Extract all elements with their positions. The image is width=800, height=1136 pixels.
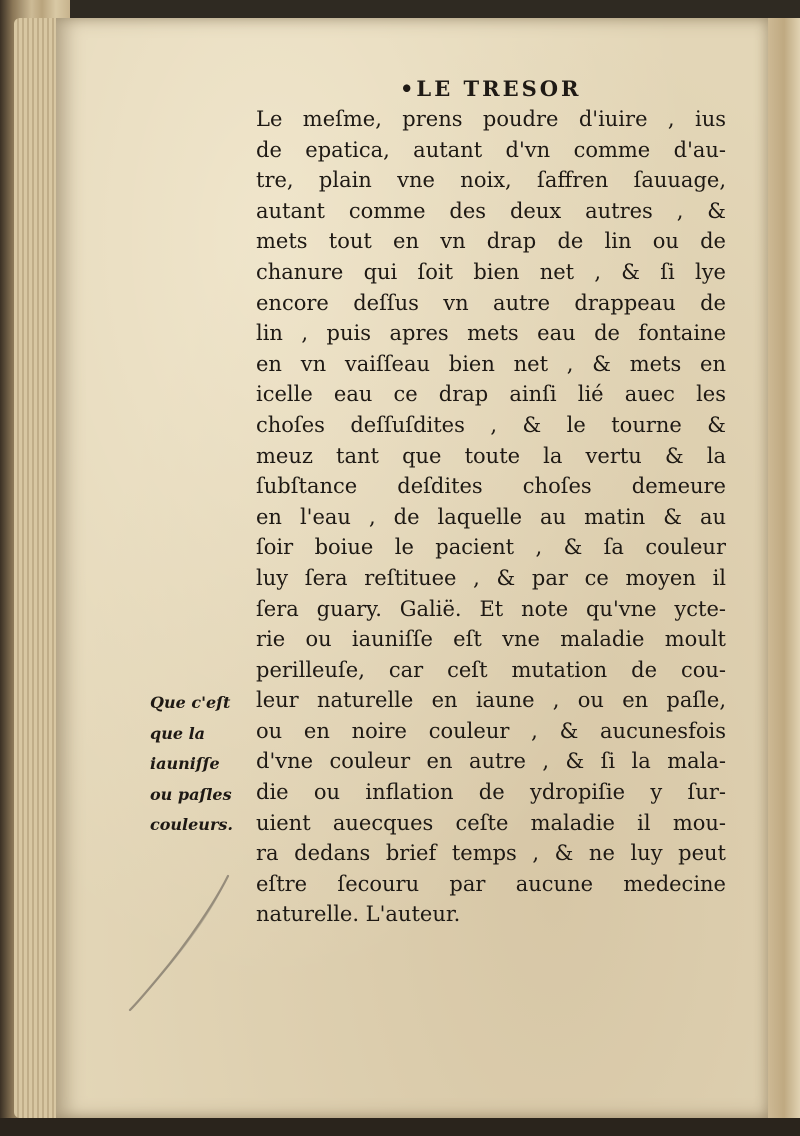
text-line: ſoir boiue le pacient , & ſa couleur (256, 535, 726, 560)
text-line: mets tout en vn drap de lin ou de (256, 229, 726, 254)
text-line: eſtre ſecouru par aucune medecine (256, 871, 726, 896)
text-line: luy ſera reſtituee , & par ce moyen il (256, 565, 726, 590)
text-line: autant comme des deux autres , & (256, 198, 726, 223)
text-line: ſera guary. Galië. Et note qu'vne ycte- (256, 596, 726, 621)
text-line: die ou inflation de ydropiſie y ſur- (256, 780, 726, 805)
text-line: icelle eau ce drap ainſi lié auec les (256, 382, 726, 407)
pencil-mark (120, 870, 240, 1020)
margin-note (150, 688, 254, 841)
text-line: Le meſme, prens poudre d'iuire , ius (256, 107, 726, 131)
text-line: ou en noire couleur , & aucunesfois (256, 718, 726, 743)
text-line: meuz tant que toute la vertu & la (256, 443, 726, 468)
text-line: ra dedans brief temps , & ne luy peut (256, 841, 726, 866)
text-line: chanure qui ſoit bien net , & ſi lye (256, 259, 726, 284)
bottom-shadow (0, 1118, 800, 1136)
running-head: •LE TRESOR (400, 76, 582, 101)
text-line: naturelle. L'auteur. (256, 902, 461, 927)
facing-page-edge (768, 18, 800, 1118)
text-line: en vn vaiſſeau bien net , & mets en (256, 351, 726, 376)
text-line: encore deſſus vn autre drappeau de (256, 290, 726, 315)
text-line: de epatica, autant d'vn comme d'au- (256, 137, 726, 162)
margin-note-line: ou paſles (150, 784, 232, 804)
text-line: rie ou iauniſſe eſt vne maladie moult (256, 627, 726, 652)
margin-note-line: iauniſſe (150, 754, 220, 774)
text-line: leur naturelle en iaune , ou en paſle, (256, 688, 726, 713)
text-line: ſubſtance deſdites choſes demeure (256, 474, 726, 499)
text-line: lin , puis apres mets eau de fontaine (256, 321, 726, 346)
text-line: en l'eau , de laquelle au matin & au (256, 504, 726, 529)
text-line: perilleuſe, car ceſt mutation de cou- (256, 657, 726, 682)
body-text (256, 104, 726, 930)
margin-note-line: que la (150, 723, 206, 743)
text-line: choſes deſſuſdites , & le tourne & (256, 412, 726, 437)
text-line: d'vne couleur en autre , & ſi la mala- (256, 749, 726, 774)
text-line: tre, plain vne noix, ſaffren ſauuage, (256, 168, 726, 193)
margin-note-line: couleurs. (150, 815, 233, 835)
margin-note-line: Que c'eſt (150, 693, 231, 712)
text-line: uient auecques ceſte maladie il mou- (256, 810, 726, 835)
